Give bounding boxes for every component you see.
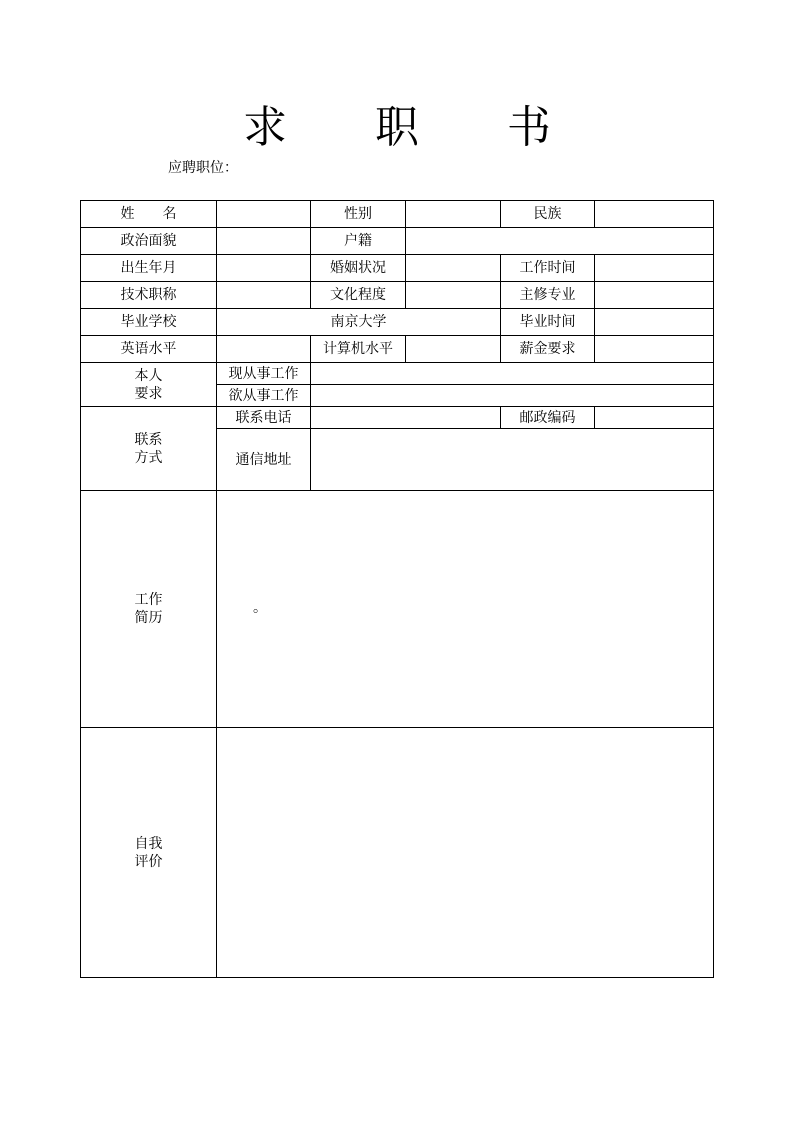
desired-job-label: 欲从事工作 bbox=[217, 385, 311, 407]
school-field[interactable]: 南京大学 bbox=[217, 309, 501, 336]
education-label: 文化程度 bbox=[311, 282, 406, 309]
requirements-label bbox=[81, 363, 217, 407]
school-label: 毕业学校 bbox=[81, 309, 217, 336]
phone-field[interactable] bbox=[311, 407, 501, 429]
contact-label-line2: 方式 bbox=[134, 449, 163, 466]
requirements-label-line2: 要求 bbox=[134, 385, 163, 402]
ethnicity-field[interactable] bbox=[595, 201, 714, 228]
name-field[interactable] bbox=[217, 201, 311, 228]
tech-title-field[interactable] bbox=[217, 282, 311, 309]
grad-time-label: 毕业时间 bbox=[501, 309, 595, 336]
postcode-field[interactable] bbox=[595, 407, 714, 429]
desired-job-field[interactable] bbox=[311, 385, 714, 407]
computer-level-field[interactable] bbox=[406, 336, 501, 363]
title-char-1: 求 bbox=[243, 102, 287, 153]
ethnicity-label: 民族 bbox=[501, 201, 595, 228]
address-label: 通信地址 bbox=[217, 429, 311, 491]
work-time-label: 工作时间 bbox=[501, 255, 595, 282]
tech-title-label: 技术职称 bbox=[81, 282, 217, 309]
work-time-field[interactable] bbox=[595, 255, 714, 282]
gender-label: 性别 bbox=[311, 201, 406, 228]
phone-label: 联系电话 bbox=[217, 407, 311, 429]
applied-position-label: 应聘职位： bbox=[168, 160, 238, 176]
current-job-label: 现从事工作 bbox=[217, 363, 311, 385]
marital-status-field[interactable] bbox=[406, 255, 501, 282]
salary-label: 薪金要求 bbox=[501, 336, 595, 363]
english-level-label: 英语水平 bbox=[81, 336, 217, 363]
education-field[interactable] bbox=[406, 282, 501, 309]
contact-label bbox=[81, 407, 217, 491]
self-evaluation-label-line1: 自我 bbox=[134, 835, 163, 852]
title-char-2: 职 bbox=[375, 102, 419, 153]
major-field[interactable] bbox=[595, 282, 714, 309]
political-status-label: 政治面貌 bbox=[81, 228, 217, 255]
current-job-field[interactable] bbox=[311, 363, 714, 385]
gender-field[interactable] bbox=[406, 201, 501, 228]
postcode-label: 邮政编码 bbox=[501, 407, 595, 429]
salary-field[interactable] bbox=[595, 336, 714, 363]
work-history-field[interactable] bbox=[217, 491, 714, 728]
address-field[interactable] bbox=[311, 429, 714, 491]
work-history-label bbox=[81, 491, 217, 728]
self-evaluation-label bbox=[81, 728, 217, 978]
name-label: 姓 名 bbox=[81, 201, 217, 228]
english-level-field[interactable] bbox=[217, 336, 311, 363]
page-title bbox=[0, 98, 794, 158]
grad-time-field[interactable] bbox=[595, 309, 714, 336]
birth-date-label: 出生年月 bbox=[81, 255, 217, 282]
work-history-label-line1: 工作 bbox=[134, 592, 163, 608]
major-label: 主修专业 bbox=[501, 282, 595, 309]
work-history-label-line2: 简历 bbox=[134, 610, 163, 626]
household-field[interactable] bbox=[406, 228, 714, 255]
work-history-text: 。 bbox=[253, 600, 267, 616]
contact-label-line1: 联系 bbox=[134, 431, 163, 448]
political-status-field[interactable] bbox=[217, 228, 311, 255]
self-evaluation-field[interactable] bbox=[217, 728, 714, 978]
household-label: 户籍 bbox=[311, 228, 406, 255]
self-evaluation-label-line2: 评价 bbox=[134, 853, 163, 870]
requirements-label-line1: 本人 bbox=[134, 367, 163, 384]
birth-date-field[interactable] bbox=[217, 255, 311, 282]
computer-level-label: 计算机水平 bbox=[311, 336, 406, 363]
job-application-form bbox=[80, 200, 714, 978]
marital-status-label: 婚姻状况 bbox=[311, 255, 406, 282]
title-char-3: 书 bbox=[507, 102, 551, 153]
